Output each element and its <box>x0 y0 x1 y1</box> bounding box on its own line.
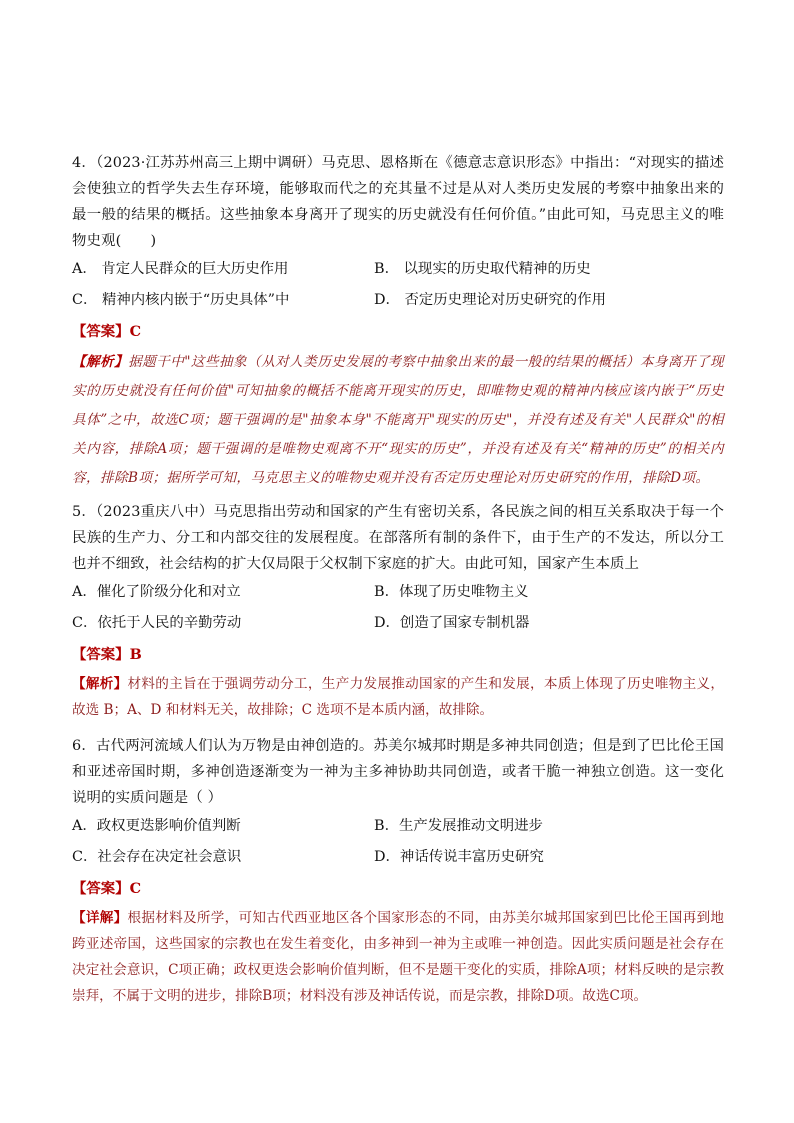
explanation-label: 【详解】 <box>72 910 128 926</box>
option-a: A．政权更迭影响价值判断 <box>72 818 241 834</box>
explanation <box>72 348 724 493</box>
explanation-text: 据题干中"这些抽象（从对人类历史发展的考察中抽象出来的最一般的结果的概括）本身离开了现实的历史就没有任何价值"可知抽象的概括不能离开现实的历史，即唯物史观的精神内核应该内嵌于“历史具体”之中，故选C项；题干强调的是"抽象本身"不能离开"现实的历史"，并没有述及有关"人民群众"的相关内容，排除A项；题干强调的是唯物史观离不开“现实的历史”，并没有述及有关“精神的历史”的相关内容，排除B项；据所学可知，马克思主义的唯物史观并没有否定历史理论对历史研究的作用，排除D项。 <box>72 354 724 486</box>
option-c: C．依托于人民的辛勤劳动 <box>72 615 242 631</box>
option-list <box>72 577 724 639</box>
explanation <box>72 671 724 723</box>
explanation-label: 【解析】 <box>72 354 129 370</box>
option-a: A．催化了阶级分化和对立 <box>72 584 241 600</box>
explanation-label: 【解析】 <box>72 676 128 692</box>
option-c: C．社会存在决定社会意识 <box>72 849 242 865</box>
answer-value: C <box>129 880 142 897</box>
option-b: B．生产发展推动文明进步 <box>374 818 543 834</box>
option-list <box>72 811 724 873</box>
answer-line <box>72 639 724 671</box>
answer-line <box>72 873 724 905</box>
question-5 <box>72 499 724 723</box>
answer-line <box>72 316 724 348</box>
explanation-text: 根据材料及所学，可知古代西亚地区各个国家形态的不同，由苏美尔城邦国家到巴比伦王国再到地跨亚述帝国，这些国家的宗教也在发生着变化，由多神到一神为主或唯一神创造。因此实质问题是社会存在决定社会意识，C项正确；政权更迭会影响价值判断，但不是题干变化的实质，排除A项；材料反映的是宗教崇拜，不属于文明的进步，排除B项；材料没有涉及神话传说，而是宗教，排除D项。故选C项。 <box>72 910 724 1004</box>
question-stem: 4．（2023·江苏苏州高三上期中调研）马克思、恩格斯在《德意志意识形态》中指出：“对现实的描述会使独立的哲学失去生存环境，能够取而代之的充其量不过是从对人类历史发展的考察中抽象出来的最一般的结果的概括。这些抽象本身离开了现实的历史就没有任何价值。”由此可知，马克思主义的唯物史观( ) <box>72 155 724 249</box>
answer-label: 【答案】 <box>72 880 130 897</box>
question-stem: 5．（2023重庆八中）马克思指出劳动和国家的产生有密切关系，各民族之间的相互关系取决于每一个民族的生产力、分工和内部交往的发展程度。在部落所有制的条件下，由于生产的不发达，所以分工也并不细致，社会结构的扩大仅局限于父权制下家庭的扩大。由此可知，国家产生本质上 <box>72 504 724 572</box>
answer-label: 【答案】 <box>72 323 130 340</box>
answer-value: B <box>129 646 142 663</box>
option-b: B． 以现实的历史取代精神的历史 <box>374 261 591 277</box>
option-d: D．神话传说丰富历史研究 <box>374 849 544 865</box>
option-list <box>72 254 724 316</box>
question-stem: 6．古代两河流域人们认为万物是由神创造的。苏美尔城邦时期是多神共同创造；但是到了巴比伦王国和亚述帝国时期，多神创造逐渐变为一神为主多神协助共同创造，或者干脆一神独立创造。这一变化说明的实质问题是（ ） <box>72 738 724 806</box>
explanation-text: 材料的主旨在于强调劳动分工，生产力发展推动国家的产生和发展，本质上体现了历史唯物主义，故选 B；A、D 和材料无关，故排除；C 选项不是本质内涵，故排除。 <box>72 676 724 718</box>
option-d: D．创造了国家专制机器 <box>374 615 530 631</box>
option-b: B．体现了历史唯物主义 <box>374 584 529 600</box>
document-page <box>72 150 724 1009</box>
answer-value: C <box>129 323 142 340</box>
explanation <box>72 905 724 1009</box>
question-6 <box>72 733 724 1009</box>
question-4 <box>72 150 724 493</box>
option-d: D． 否定历史理论对历史研究的作用 <box>374 292 606 308</box>
option-c: C． 精神内核内嵌于“历史具体”中 <box>72 292 290 308</box>
answer-label: 【答案】 <box>72 646 130 663</box>
option-a: A． 肯定人民群众的巨大历史作用 <box>72 261 289 277</box>
